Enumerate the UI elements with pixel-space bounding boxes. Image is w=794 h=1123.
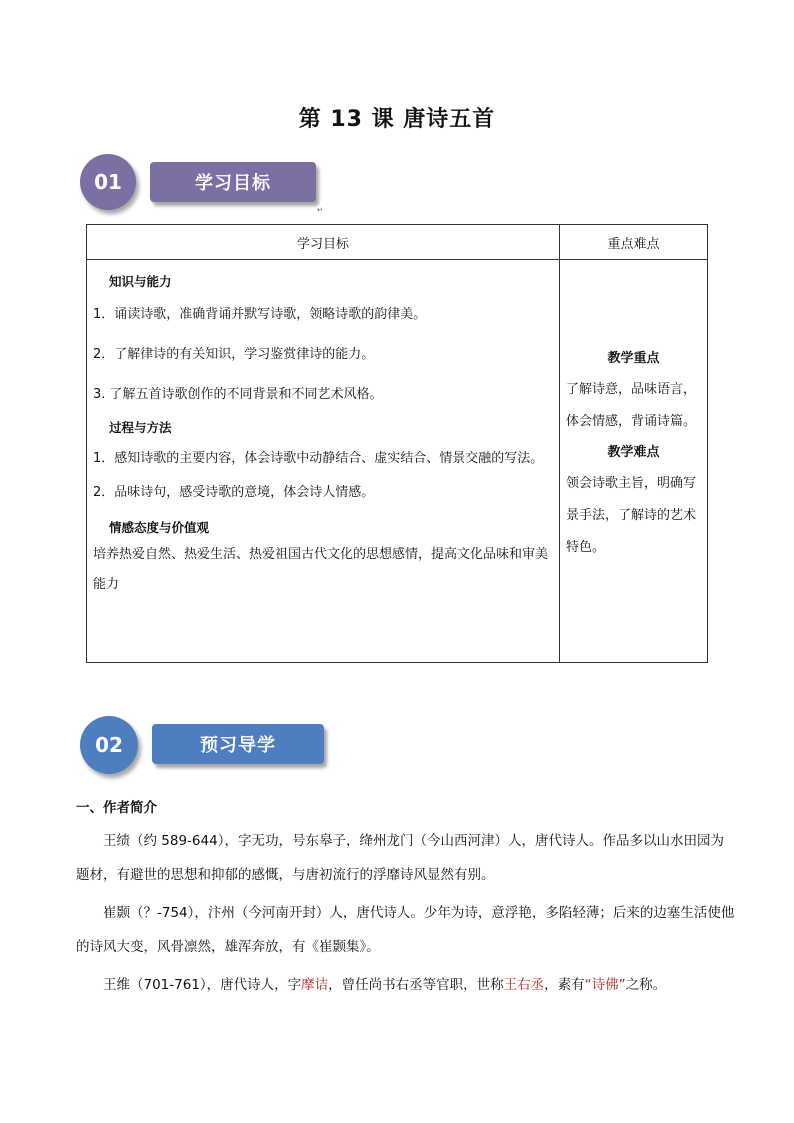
section-header-preview <box>80 714 330 774</box>
table-header-row <box>87 225 708 260</box>
paragraph-cuihao: 崔颢（？-754），汴州（今河南开封）人，唐代诗人。少年为诗，意浮艳，多陷轻薄；后来的边塞生活使他的诗风大变，风骨凛然，雄浑奔放，有《崔颢集》。 <box>76 905 735 955</box>
section-number-badge: 01 <box>80 154 136 210</box>
difficult-text: 领会诗歌主旨，明确写景手法，了解诗的艺术特色。 <box>566 476 697 555</box>
list-item: 2．品味诗句，感受诗歌的意境，体会诗人情感。 <box>93 485 375 500</box>
paragraph-wangwei <box>76 968 736 1002</box>
goals-table <box>86 224 708 663</box>
group-title-knowledge: 知识与能力 <box>109 274 172 289</box>
list-item: 3. 了解五首诗歌创作的不同背景和不同艺术风格。 <box>93 387 383 402</box>
list-item: 1．感知诗歌的主要内容，体会诗歌中动静结合、虚实结合、情景交融的写法。 <box>93 451 544 466</box>
goals-cell <box>87 260 560 663</box>
attitude-text: 培养热爱自然、热爱生活、热爱祖国古代文化的思想感情，提高文化品味和审美能力 <box>93 547 549 592</box>
key-title: 教学重点 <box>607 351 660 366</box>
page-title: 第 13 课 唐诗五首 <box>298 107 496 132</box>
group-title-process: 过程与方法 <box>109 420 172 435</box>
list-item: 2．了解律诗的有关知识，学习鉴赏律诗的能力。 <box>93 347 375 362</box>
keypoints-cell <box>560 260 708 663</box>
paragraph-wangji: 王绩（约 589-644），字无功，号东皋子，绛州龙门（今山西河津）人，唐代诗人。作品多以山水田园为题材，有避世的思想和抑郁的感慨，与唐初流行的浮靡诗风显然有别。 <box>76 833 724 883</box>
section-title-banner: 学习目标 <box>150 162 316 202</box>
paragraph-mark-icon: ↵ <box>317 206 323 214</box>
keypoints-content <box>566 344 701 564</box>
difficult-title: 教学难点 <box>607 445 660 460</box>
header-keypoints: 重点难点 <box>560 225 708 260</box>
group-title-attitude: 情感态度与价值观 <box>109 520 210 535</box>
section-title-banner: 预习导学 <box>152 724 324 764</box>
highlight-shifo: “诗佛” <box>584 977 626 993</box>
section-number-badge: 02 <box>80 716 138 774</box>
text-segment: 之称。 <box>625 977 667 993</box>
list-item: 1．诵读诗歌，准确背诵并默写诗歌，领略诗歌的韵律美。 <box>93 307 427 322</box>
section-header-goals <box>80 154 320 214</box>
table-row <box>87 260 708 663</box>
author-intro-heading: 一、作者简介 <box>76 800 157 816</box>
header-goals: 学习目标 <box>87 225 560 260</box>
text-segment: ，素有 <box>544 977 585 993</box>
key-text: 了解诗意，品味语言，体会情感，背诵诗篇。 <box>566 382 697 429</box>
text-segment: 王维（701-761），唐代诗人，字 <box>103 977 302 993</box>
text-segment: ，曾任尚书右丞等官职，世称 <box>328 977 504 993</box>
highlight-wangyoucheng: 王右丞 <box>503 977 545 993</box>
highlight-mojie: 摩诘 <box>301 977 329 993</box>
